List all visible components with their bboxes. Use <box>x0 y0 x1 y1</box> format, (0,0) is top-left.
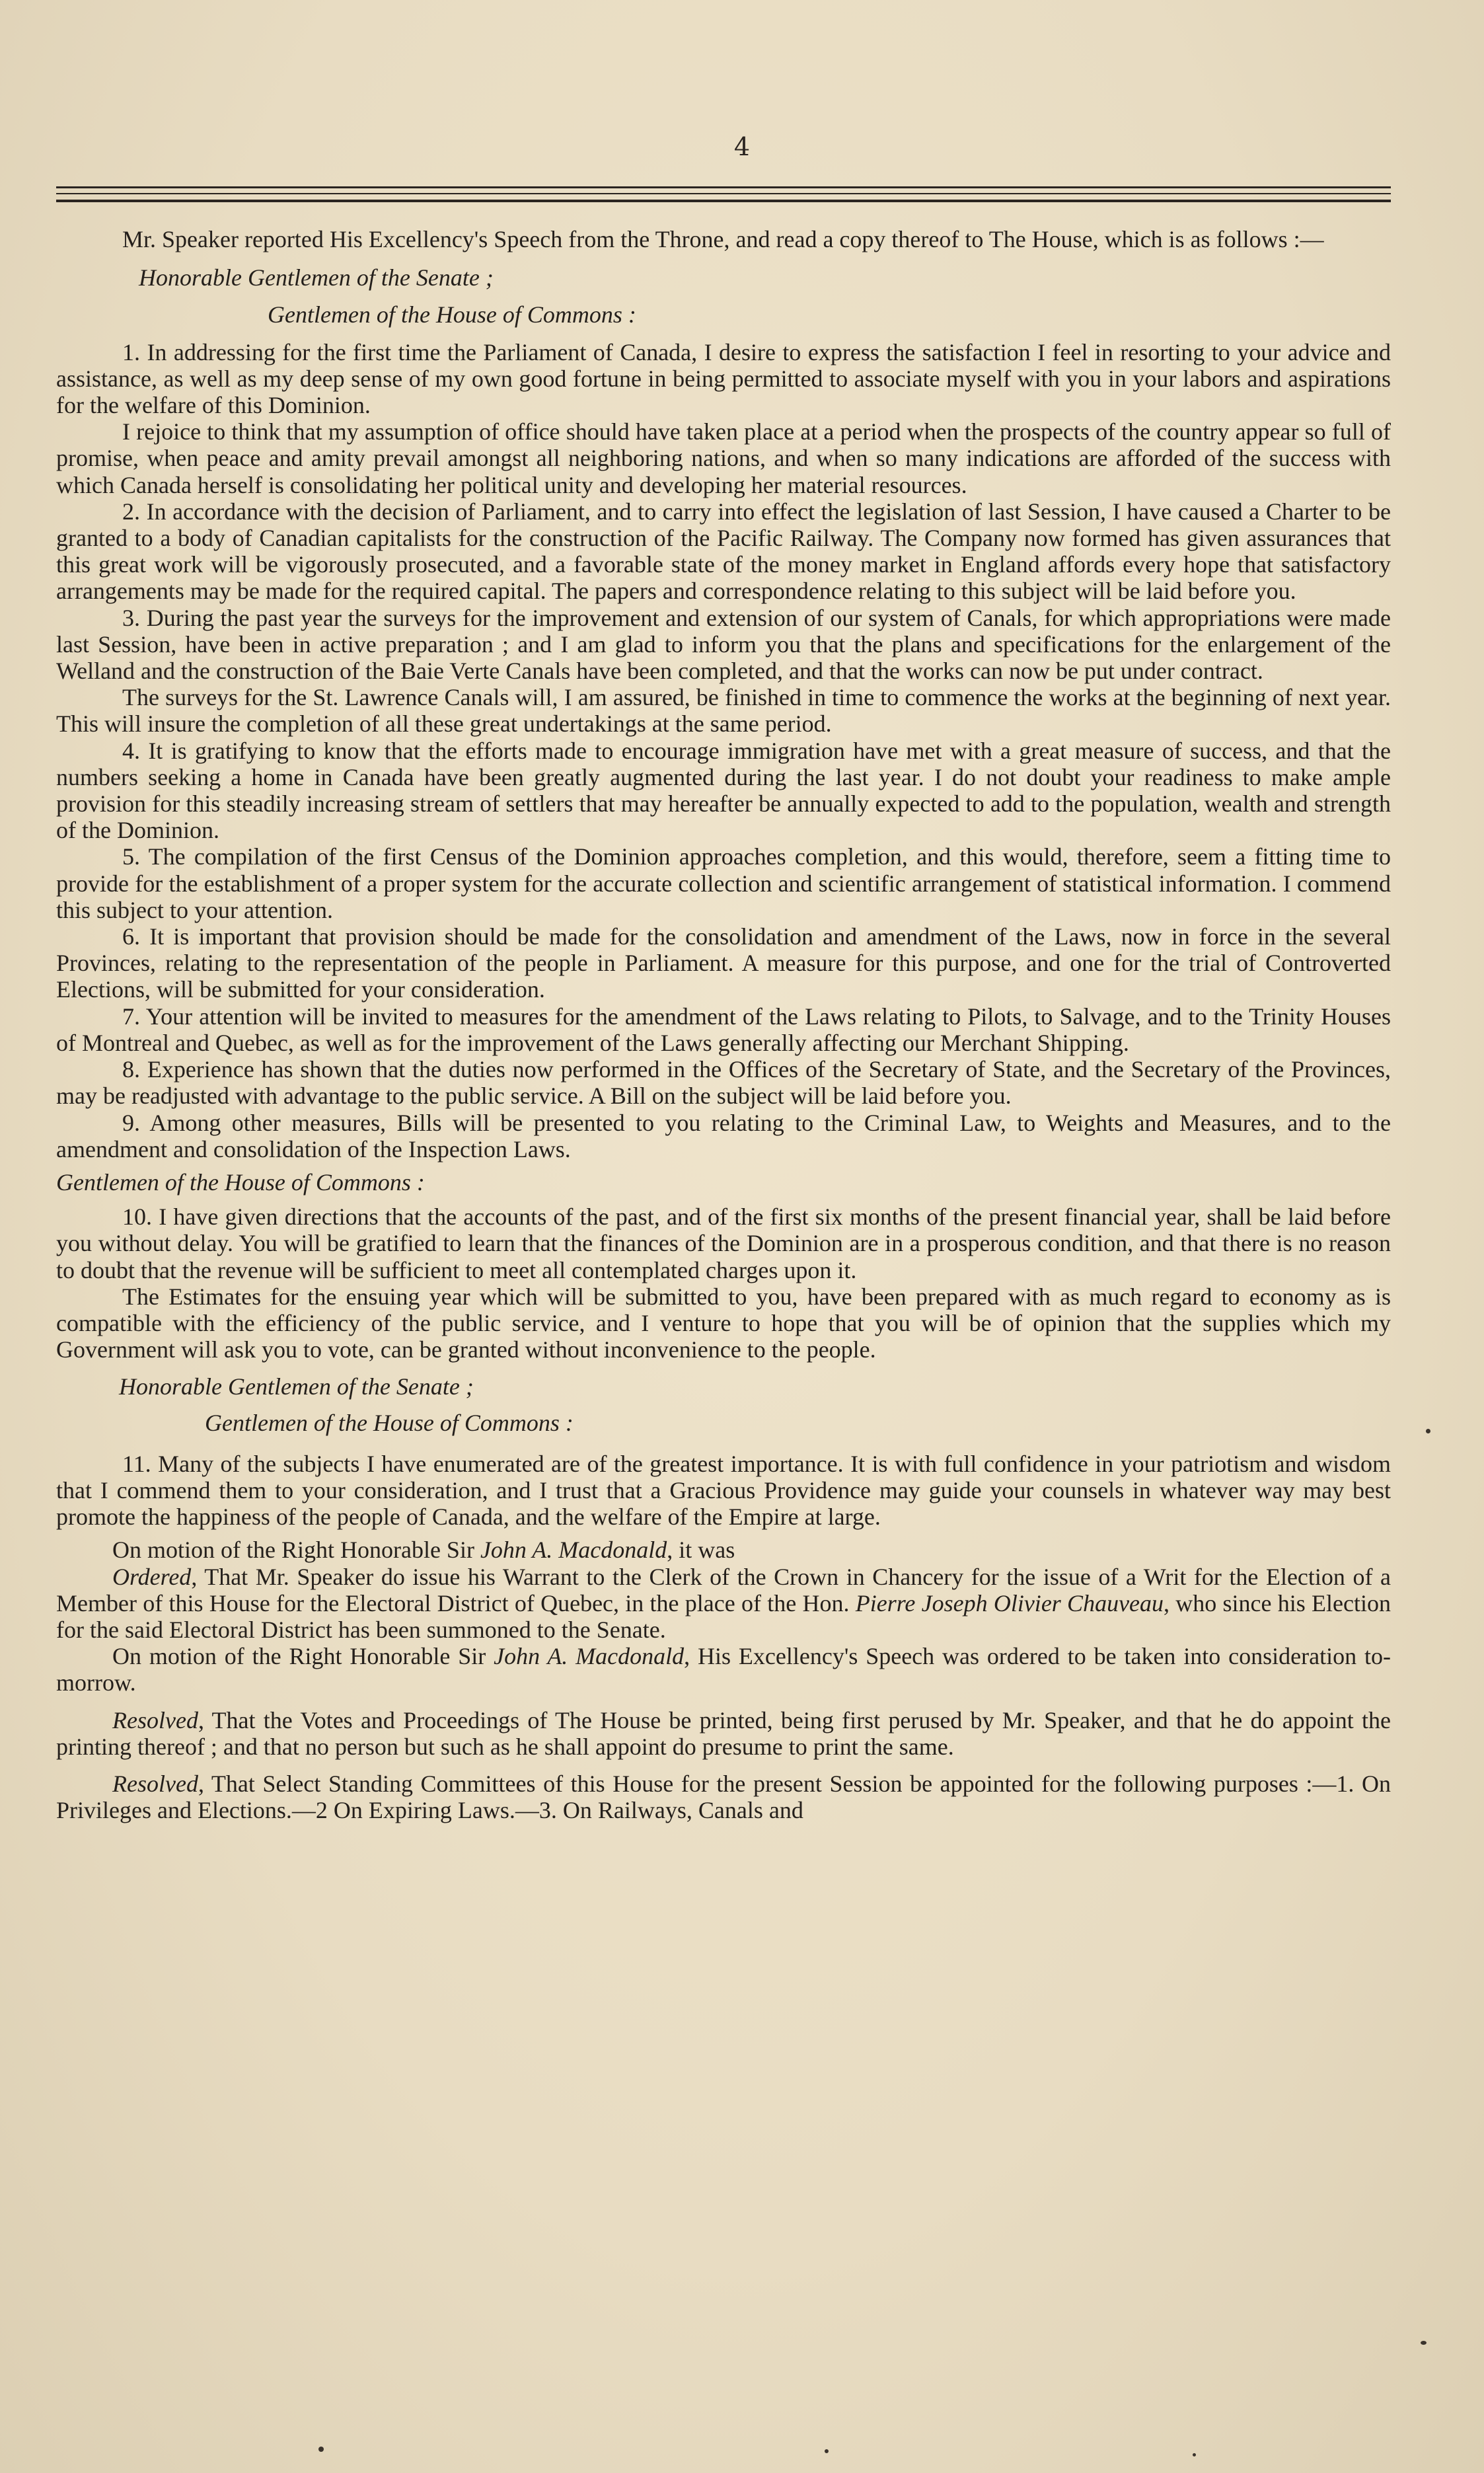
speech-paragraph-4: 3. During the past year the surveys for the improvement and extension of our system of Canals, for which appropriations were made last Session, have been in active preparation ; and I am glad to inform you that the plans and specifications for the enlargement of the Welland and the construction of the Baie Verte Canals have been completed, and that the works can now be put under contract. <box>56 604 1391 685</box>
header-rule-top <box>56 186 1391 188</box>
motion-2-name: John A. Macdonald <box>494 1643 685 1670</box>
resolved-paragraph-2: Resolved, That Select Standing Committees of this House for the present Session be appointed for the following purposes :—1. On Privileges and Elections.—2 On Expiring Laws.—3. On Railways, Canals and <box>56 1770 1391 1824</box>
address-commons-2: Gentlemen of the House of Commons : <box>56 1168 425 1196</box>
paper-speck <box>1426 1429 1430 1433</box>
resolved-2-lead: Resolved <box>112 1770 198 1797</box>
ordered-lead: Ordered <box>112 1563 192 1590</box>
header-rule-bottom <box>56 200 1391 202</box>
speech-paragraph-9: 7. Your attention will be invited to measures for the amendment of the Laws relating to Pilots, to Salvage, and to the Trinity Houses of Montreal and Quebec, as well as for the improvement of the Laws generally affecting our Merchant Shipping. <box>56 1003 1391 1056</box>
paper-speck <box>318 2447 324 2452</box>
speech-paragraph-11: 9. Among other measures, Bills will be presented to you relating to the Criminal Law, to Weights and Measures, and to the amendment and consolidation of the Inspection Laws. <box>56 1109 1391 1162</box>
resolved-1-lead: Resolved <box>112 1706 198 1733</box>
resolved-paragraph-1: Resolved, That the Votes and Proceedings of The House be printed, being first perused by Mr. Speaker, and that he do appoint the printing thereof ; and that no person but such as he shall appoint do presume to print the same. <box>56 1706 1391 1760</box>
document-body <box>56 226 1391 1823</box>
address-commons: Gentlemen of the House of Commons : <box>268 301 636 328</box>
speech-paragraph-3: 2. In accordance with the decision of Parliament, and to carry into effect the legislation of last Session, I have caused a Charter to be granted to a body of Canadian capitalists for the construction of the Pacific Railway. The Company now formed has given assurances that this great work will be vigorously prosecuted, and a favorable state of the money market in England affords every hope that satisfactory arrangements may be made for the required capital. The papers and correspondence relating to this subject will be laid before you. <box>56 498 1391 605</box>
speech-paragraph-2: I rejoice to think that my assumption of office should have taken place at a period when the prospects of the country appear so full of promise, when peace and amity prevail amongst all neighboring nations, and when so many indications are afforded of the success with which Canada herself is consolidating her political unity and developing her material resources. <box>56 418 1391 498</box>
speech-paragraph-6: 4. It is gratifying to know that the efforts made to encourage immigration have met with a great measure of success, and that the numbers seeking a home in Canada have been greatly augmented during the last year. I do not doubt your readiness to make ample provision for this steadily increasing stream of settlers that may hereafter be annually expected to add to the population, wealth and strength of the Dominion. <box>56 737 1391 844</box>
speech-paragraph-12: 10. I have given directions that the accounts of the past, and of the first six months of the present financial year, shall be laid before you without delay. You will be gratified to learn that the finances of the Dominion are in a prosperous condition, and that there is no reason to doubt that the revenue will be sufficient to meet all contemplated charges upon it. <box>56 1203 1391 1283</box>
speech-paragraph-1: 1. In addressing for the first time the Parliament of Canada, I desire to express the satisfaction I feel in resorting to your advice and assistance, as well as my deep sense of my own good fortune in being permitted to associate myself with you in your labors and aspirations for the welfare of this Dominion. <box>56 338 1391 419</box>
address-senate: Honorable Gentlemen of the Senate ; <box>139 264 494 291</box>
motion-1-name: John A. Macdonald <box>480 1537 667 1564</box>
address-commons-3: Gentlemen of the House of Commons : <box>205 1409 574 1436</box>
paper-speck <box>1421 2341 1427 2345</box>
speech-paragraph-8: 6. It is important that provision should be made for the consolidation and amendment of the Laws, now in force in the several Provinces, relating to the representation of the people in Parliament. A measure for this purpose, and one for the trial of Controverted Elections, will be submitted for your consideration. <box>56 923 1391 1003</box>
intro-paragraph: Mr. Speaker reported His Excellency's Speech from the Throne, and read a copy thereof to The House, which is as follows :— <box>122 226 1324 252</box>
speech-paragraph-5: The surveys for the St. Lawrence Canals will, I am assured, be finished in time to commence the works at the beginning of next year. This will insure the completion of all these great undertakings at the same period. <box>56 684 1391 738</box>
motion-paragraph-1: On motion of the Right Honorable Sir John A. Macdonald, it was <box>112 1537 735 1564</box>
paper-speck <box>825 2449 829 2453</box>
header-rule-middle <box>56 193 1391 194</box>
ordered-paragraph: Ordered, That Mr. Speaker do issue his Warrant to the Clerk of the Crown in Chancery for the issue of a Writ for the Election of a Member of this House for the Electoral District of Quebec, in the place of the Hon. Pierre Joseph Olivier Chauveau, who since his Election for the said Electoral District has been summoned to the Senate. <box>56 1563 1391 1643</box>
speech-paragraph-13: The Estimates for the ensuing year which will be submitted to you, have been prepared with as much regard to economy as is compatible with the efficiency of the public service, and I venture to hope that you will be of opinion that the supplies which my Government will ask you to vote, can be granted without inconvenience to the people. <box>56 1283 1391 1363</box>
speech-paragraph-14: 11. Many of the subjects I have enumerated are of the greatest importance. It is with full confidence in your patriotism and wisdom that I commend them to your consideration, and I trust that a Gracious Providence may guide your counsels in whatever way may best promote the happiness of the people of Canada, and the welfare of the Empire at large. <box>56 1450 1391 1531</box>
ordered-name: Pierre Joseph Olivier Chauveau <box>855 1589 1164 1617</box>
motion-paragraph-2: On motion of the Right Honorable Sir John A. Macdonald, His Excellency's Speech was ordered to be taken into consideration to-morrow. <box>56 1643 1391 1696</box>
address-senate-2: Honorable Gentlemen of the Senate ; <box>119 1373 474 1400</box>
paper-speck <box>1193 2453 1196 2456</box>
speech-paragraph-7: 5. The compilation of the first Census of the Dominion approaches completion, and this would, therefore, seem a fitting time to provide for the establishment of a proper system for the accurate collection and scientific arrangement of statistical information. I commend this subject to your attention. <box>56 843 1391 923</box>
page-number: 4 <box>733 132 751 161</box>
speech-paragraph-10: 8. Experience has shown that the duties now performed in the Offices of the Secretary of State, and the Secretary of the Provinces, may be readjusted with advantage to the public service. A Bill on the subject will be laid before you. <box>56 1056 1391 1110</box>
